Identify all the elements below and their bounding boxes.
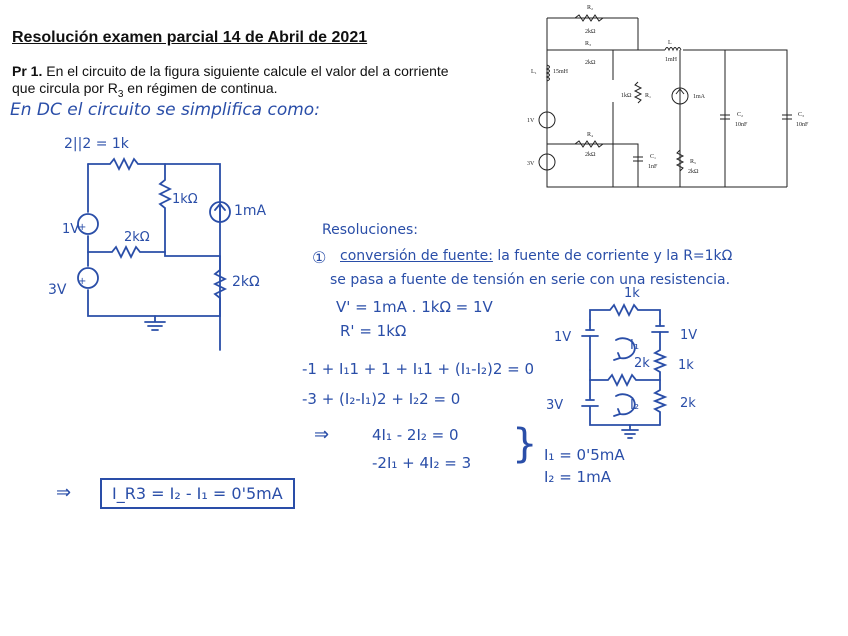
- hw-r-1k: 1kΩ: [172, 192, 198, 207]
- hw-step-line2: se pasa a fuente de tensión en serie con una resistencia.: [330, 272, 731, 288]
- label-r5-val: 2kΩ: [688, 169, 699, 175]
- hw-r-2k-right: 2kΩ: [232, 274, 260, 290]
- hw-equation-1: -1 + I₁1 + 1 + I₁1 + (I₁-I₂)2 = 0: [302, 360, 535, 378]
- label-r4-val: 2kΩ: [585, 152, 596, 158]
- hw-v-prime: V' = 1mA . 1kΩ = 1V: [336, 298, 493, 316]
- hw-solution-2: I₂ = 1mA: [544, 468, 611, 486]
- hw-step-number: ①: [312, 248, 327, 267]
- hw-final-answer: I_R3 = I₂ - I₁ = 0'5mA: [100, 478, 295, 509]
- label-c3: C₃: [798, 112, 805, 118]
- hw-r-prime: R' = 1kΩ: [340, 322, 407, 340]
- label-v1: 1V: [527, 118, 535, 124]
- hw-c2-2k: 2k: [634, 356, 650, 371]
- printed-circuit-diagram: [525, 0, 848, 195]
- label-r5: R₅: [690, 159, 697, 165]
- hw-implies: ⇒: [314, 424, 330, 445]
- label-c2-val: 10nF: [735, 122, 748, 128]
- hw-c2-r1k-top: 1k: [624, 286, 640, 301]
- hw-system-1: 4I₁ - 2I₂ = 0: [372, 426, 459, 444]
- svg-text:+: +: [78, 222, 87, 233]
- problem-subscript: 3: [117, 88, 124, 100]
- hw-step-title: conversión de fuente:: [340, 248, 493, 264]
- label-l: L: [668, 40, 672, 46]
- hw-c2-1v-right: 1V: [680, 328, 698, 343]
- hw-final-arrow: ⇒: [56, 482, 72, 503]
- hw-system-2: -2I₁ + 4I₂ = 3: [372, 454, 472, 472]
- hw-c2-2k-right: 2k: [680, 396, 696, 411]
- problem-number: Pr 1.: [12, 63, 43, 79]
- label-r3-val: 2kΩ: [585, 60, 596, 66]
- hw-step-text1: la fuente de corriente y la R=1kΩ: [492, 248, 733, 264]
- label-l-val: 1mH: [665, 57, 677, 63]
- hw-label-3v: 3V: [48, 282, 67, 298]
- hw-r-2k-mid: 2kΩ: [124, 230, 150, 245]
- hw-top-resistor: 2||2 = 1k: [64, 136, 129, 152]
- label-l1-val: 15mH: [553, 69, 568, 75]
- hw-resoluciones: Resoluciones:: [322, 222, 418, 238]
- label-r4: R₄: [587, 132, 594, 138]
- label-c1: C₁: [650, 154, 657, 160]
- problem-text-end: en régimen de continua.: [123, 80, 278, 96]
- hw-brace: }: [512, 421, 538, 467]
- label-r2: R₂: [587, 5, 594, 11]
- hw-label-1v: 1V: [62, 222, 80, 237]
- label-r1: R₁: [645, 93, 652, 99]
- hw-c2-1k: 1k: [678, 358, 694, 373]
- hw-c2-i2: I₂: [630, 398, 640, 413]
- svg-text:+: +: [78, 276, 87, 287]
- hw-step-line1: [340, 248, 732, 264]
- hw-source-1ma: 1mA: [234, 203, 267, 219]
- label-l1: L₁: [531, 69, 537, 75]
- label-c3-val: 10nF: [796, 122, 809, 128]
- hw-intro: En DC el circuito se simplifica como:: [10, 100, 320, 120]
- document-title: Resolución examen parcial 14 de Abril de 2021: [12, 29, 368, 46]
- problem-statement: [12, 63, 462, 103]
- hw-solution-1: I₁ = 0'5mA: [544, 446, 625, 464]
- label-c1-val: 1nF: [648, 164, 658, 170]
- hw-c2-3v: 3V: [546, 398, 564, 413]
- problem-text: En el circuito de la figura siguiente calcule el valor del a corriente que circula por R: [12, 63, 449, 96]
- label-isrc: 1mA: [693, 94, 705, 100]
- label-r2-val: 2kΩ: [585, 29, 596, 35]
- label-v3: 3V: [527, 161, 535, 167]
- hw-equation-2: -3 + (I₂-I₁)2 + I₂2 = 0: [302, 390, 461, 408]
- hw-c2-i1: I₁: [630, 338, 640, 353]
- hw-c2-1v-left: 1V: [554, 330, 572, 345]
- label-r3: R₃: [585, 41, 592, 47]
- label-c2: C₂: [737, 112, 744, 118]
- handwritten-circuit-1: [40, 140, 280, 340]
- label-r1-val: 1kΩ: [621, 93, 632, 99]
